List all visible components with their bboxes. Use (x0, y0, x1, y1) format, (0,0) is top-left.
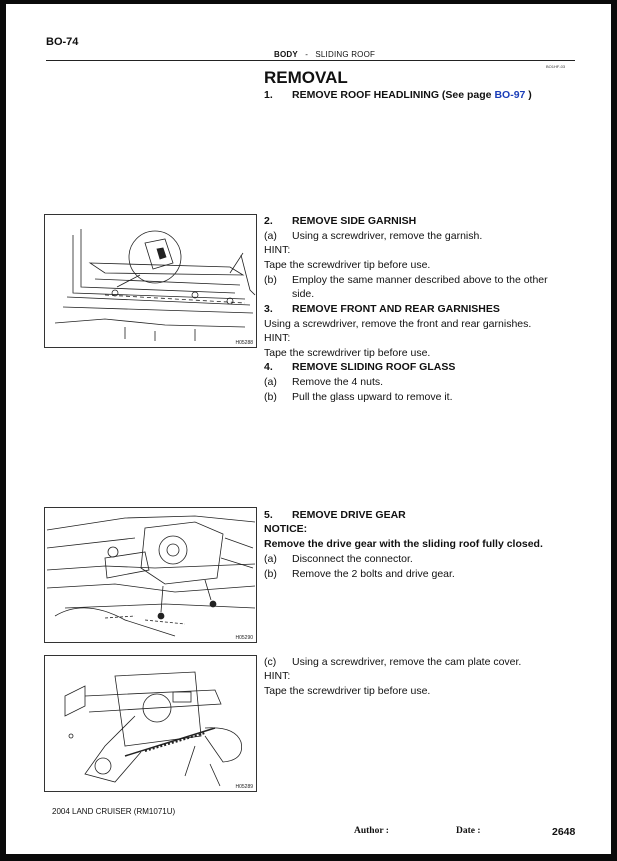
figure-3-id: H05289 (235, 784, 253, 790)
header-separator: - (305, 50, 309, 59)
step-2a-label: (a) (264, 230, 277, 242)
step-3-heading (264, 302, 500, 317)
figure-drive-gear (44, 507, 257, 643)
footer-author: Author : (354, 826, 389, 836)
step-1-page-link[interactable]: BO-97 (494, 89, 526, 101)
step-3-title: REMOVE FRONT AND REAR GARNISHES (292, 303, 500, 315)
footer-model: 2004 LAND CRUISER (RM1071U) (52, 807, 176, 816)
step-5b-label: (b) (264, 568, 277, 580)
figure-1-id: H05288 (235, 340, 253, 346)
notice-text: Remove the drive gear with the sliding roof fully closed. (264, 538, 543, 550)
step-2b-continued: side. (292, 288, 315, 300)
step-1 (264, 88, 532, 103)
header-section: BODY (274, 50, 298, 59)
step-5-title: REMOVE DRIVE GEAR (292, 509, 406, 521)
step-1-number: 1. (264, 89, 273, 101)
cam-plate-illustration (45, 656, 256, 791)
step-5a (264, 552, 413, 567)
page-header (274, 50, 375, 59)
step-4-heading (264, 360, 455, 375)
step-5-number: 5. (264, 509, 273, 521)
step-2-number: 2. (264, 215, 273, 227)
step-2a (264, 229, 482, 244)
step-5b-text: Remove the 2 bolts and drive gear. (292, 568, 455, 580)
side-garnish-illustration (45, 215, 256, 347)
step-2b-text: Employ the same manner described above to the other (292, 274, 548, 286)
page-id: BO-74 (46, 36, 79, 48)
step-2-heading (264, 214, 416, 229)
step-2-title: REMOVE SIDE GARNISH (292, 215, 417, 227)
step-2a-text: Using a screwdriver, remove the garnish. (292, 230, 483, 242)
step-2b-label: (b) (264, 274, 277, 286)
step-3-number: 3. (264, 303, 273, 315)
hint-text: Tape the screwdriver tip before use. (264, 685, 431, 697)
figure-side-garnish (44, 214, 257, 348)
hint-label: HINT: (264, 332, 291, 344)
figure-2-id: H05290 (235, 635, 253, 641)
drive-gear-illustration (45, 508, 256, 642)
step-4a-label: (a) (264, 376, 277, 388)
notice-label: NOTICE: (264, 523, 308, 535)
step-5c (264, 655, 521, 670)
step-4b-text: Pull the glass upward to remove it. (292, 391, 453, 403)
figure-cam-plate-cover (44, 655, 257, 792)
header-rule (46, 60, 575, 61)
header-subsection: SLIDING ROOF (315, 50, 376, 59)
manual-page (6, 4, 611, 854)
hint-label: HINT: (264, 670, 291, 682)
step-2b (264, 273, 548, 288)
step-4-number: 4. (264, 361, 273, 373)
step-4-title: REMOVE SLIDING ROOF GLASS (292, 361, 456, 373)
step-5c-label: (c) (264, 656, 277, 668)
step-5a-label: (a) (264, 553, 277, 565)
step-1-text: REMOVE ROOF HEADLINING (See page (292, 89, 495, 101)
hint-text: Tape the screwdriver tip before use. (264, 259, 431, 271)
step-3-text: Using a screwdriver, remove the front and rear garnishes. (264, 318, 532, 330)
step-1-closing: ) (525, 89, 532, 101)
step-4a (264, 375, 383, 390)
footer-date: Date : (456, 826, 481, 836)
step-4a-text: Remove the 4 nuts. (292, 376, 384, 388)
page-title: REMOVAL (264, 68, 348, 87)
hint-text: Tape the screwdriver tip before use. (264, 347, 431, 359)
step-5b (264, 567, 455, 582)
step-5a-text: Disconnect the connector. (292, 553, 413, 565)
step-5c-text: Using a screwdriver, remove the cam plate cover. (292, 656, 522, 668)
doc-code: BO1HF-03 (546, 64, 566, 69)
step-4b (264, 390, 453, 405)
step-5-heading (264, 508, 406, 523)
footer-page-number: 2648 (552, 826, 576, 838)
step-4b-label: (b) (264, 391, 277, 403)
hint-label: HINT: (264, 244, 291, 256)
